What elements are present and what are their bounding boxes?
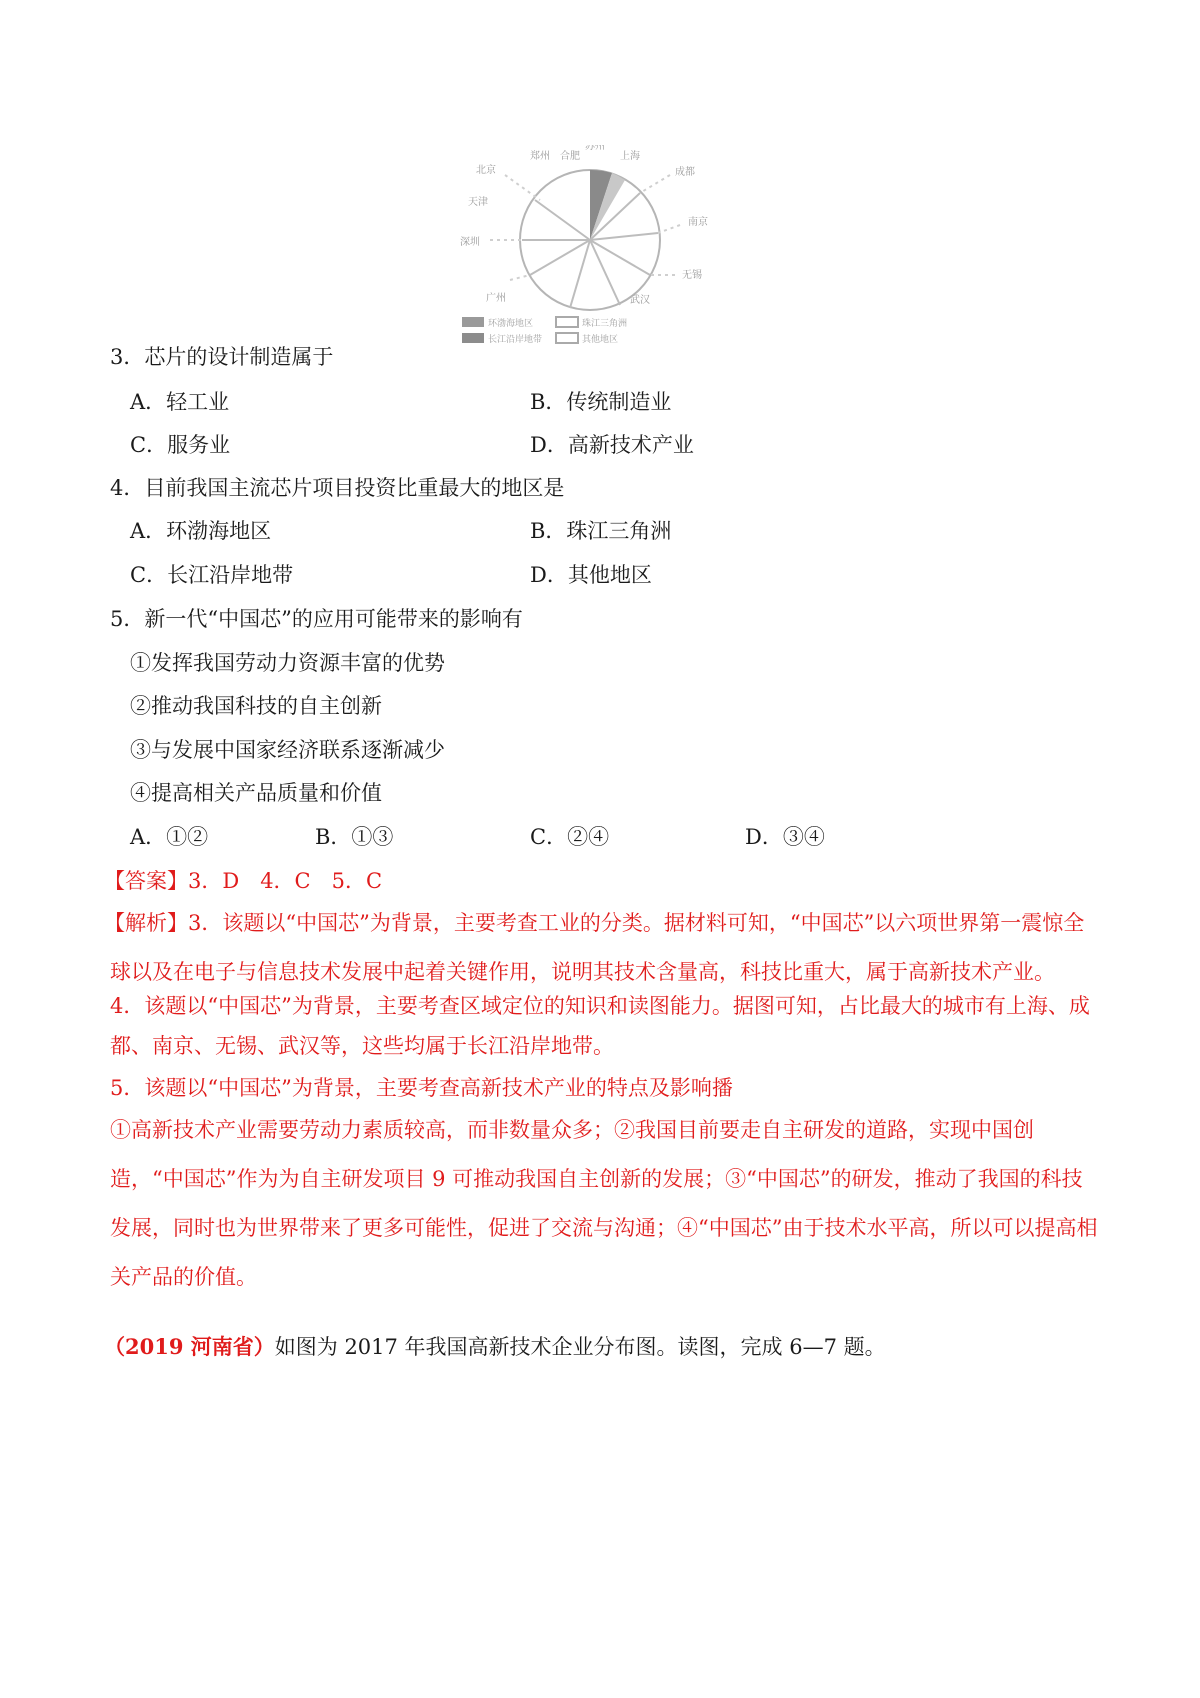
question-5-stem: 5．新一代“中国芯”的应用可能带来的影响有 — [110, 607, 523, 631]
option-a: A．①② — [130, 825, 209, 849]
option-c: C．②④ — [530, 825, 610, 849]
legend-label: 其他地区 — [582, 335, 619, 345]
figure-label: 深圳 — [460, 237, 480, 248]
option-c: C．服务业 — [130, 433, 231, 457]
analysis-3 — [104, 899, 1100, 997]
legend-swatch — [556, 317, 578, 327]
pie-figure — [460, 145, 740, 360]
figure-label: 成都 — [675, 167, 695, 178]
question-4-stem: 4．目前我国主流芯片项目投资比重最大的地区是 — [110, 476, 565, 500]
question-3-stem: 3．芯片的设计制造属于 — [110, 345, 334, 369]
answer-text: 3．D 4．C 5．C — [188, 869, 383, 893]
statement-2: ②推动我国科技的自主创新 — [130, 694, 382, 718]
analysis-tag: 【解析】 — [104, 911, 188, 935]
option-d: D．高新技术产业 — [530, 433, 694, 457]
figure-label: 广州 — [486, 293, 506, 304]
legend-label: 环渤海地区 — [488, 319, 534, 329]
legend-label: 长江沿岸地带 — [488, 335, 543, 345]
statement-3: ③与发展中国家经济联系逐渐减少 — [130, 738, 445, 762]
option-b: B．①③ — [315, 825, 394, 849]
option-d: D．其他地区 — [530, 563, 652, 587]
analysis-6-text: ①高新技术产业需要劳动力素质较高，而非数量众多；②我国目前要走自主研发的道路，实现中国创造，“中国芯”作为为自主研发项目 9 可推动我国自主创新的发展；③“中国芯”的研发，推动了我国的科技发展，同时也为世界带来了更多可能性，促进了交流与沟通；④“中国芯”由于技术水平高，所以可以提高相关产品的价值。 — [110, 1118, 1098, 1289]
pie-figure-svg — [460, 145, 740, 360]
answer-tag: 【答案】 — [104, 869, 188, 893]
figure-label: 南京 — [688, 217, 708, 228]
next-intro — [104, 1333, 886, 1361]
statement-1: ①发挥我国劳动力资源丰富的优势 — [130, 651, 445, 675]
analysis-4 — [110, 986, 1100, 1066]
source-tag: （2019 河南省） — [104, 1334, 275, 1359]
figure-label: 北京 — [476, 165, 496, 176]
analysis-3-text: 3．该题以“中国芯”为背景，主要考查工业的分类。据材料可知，“中国芯”以六项世界第一震惊全球以及在电子与信息技术发展中起着关键作用，说明其技术含量高，科技比重大，属于高新技术产业。 — [110, 911, 1085, 984]
figure-label: 天津 — [468, 197, 488, 208]
option-b: B．珠江三角洲 — [530, 519, 672, 543]
legend-swatch — [462, 317, 484, 327]
legend-label: 珠江三角洲 — [582, 319, 628, 329]
option-b: B．传统制造业 — [530, 390, 672, 414]
legend-swatch — [462, 333, 484, 343]
analysis-5-text: 5．该题以“中国芯”为背景，主要考查高新技术产业的特点及影响播 — [110, 1076, 733, 1100]
analysis-6 — [110, 1106, 1100, 1302]
figure-label: 合肥 — [560, 151, 580, 162]
figure-label: 郑州 — [530, 151, 550, 162]
option-a: A．环渤海地区 — [130, 519, 272, 543]
figure-label: 武汉 — [630, 295, 650, 306]
analysis-4-text: 4．该题以“中国芯”为背景，主要考查区域定位的知识和读图能力。据图可知，占比最大的城市有上海、成都、南京、无锡、武汉等，这些均属于长江沿岸地带。 — [110, 994, 1090, 1058]
figure-label: 上海 — [620, 151, 640, 162]
intro-text: 如图为 2017 年我国高新技术企业分布图。读图，完成 6—7 题。 — [274, 1335, 886, 1359]
answer-line — [104, 867, 382, 895]
figure-label: 无锡 — [682, 270, 702, 281]
option-d: D．③④ — [745, 825, 825, 849]
statement-4: ④提高相关产品质量和价值 — [130, 781, 382, 805]
option-a: A．轻工业 — [130, 390, 230, 414]
option-c: C．长江沿岸地带 — [130, 563, 294, 587]
legend-swatch — [556, 333, 578, 343]
figure-label: 苏州 — [585, 145, 605, 152]
